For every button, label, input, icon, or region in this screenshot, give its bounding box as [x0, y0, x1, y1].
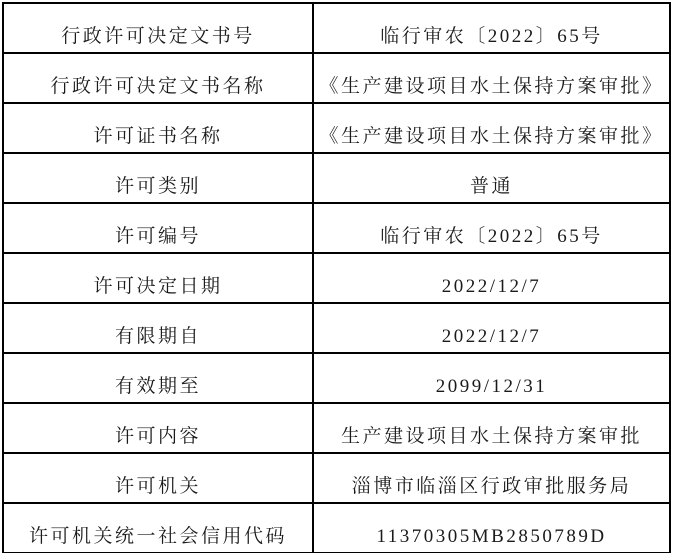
row-label-cell: 许可机关统一社会信用代码: [3, 503, 313, 553]
row-label-cell: 行政许可决定文书名称: [3, 53, 313, 103]
table-row: [3, 453, 670, 503]
row-value-cell: 2022/12/7: [313, 303, 670, 353]
row-value-cell: 2099/12/31: [313, 353, 670, 403]
table-row: [3, 403, 670, 453]
table-row: [3, 3, 670, 53]
row-label-cell: 许可证书名称: [3, 103, 313, 153]
license-table: [2, 2, 671, 553]
row-value-cell: 淄博市临淄区行政审批服务局: [313, 453, 670, 503]
row-value-cell: 普通: [313, 153, 670, 203]
table-row: [3, 103, 670, 153]
table-row: [3, 503, 670, 553]
row-label-cell: 许可编号: [3, 203, 313, 253]
row-label-cell: 许可决定日期: [3, 253, 313, 303]
row-label-cell: 有效期至: [3, 353, 313, 403]
table-row: [3, 303, 670, 353]
row-value-cell: 《生产建设项目水土保持方案审批》: [313, 53, 670, 103]
row-label-cell: 许可类别: [3, 153, 313, 203]
row-value-cell: 《生产建设项目水土保持方案审批》: [313, 103, 670, 153]
row-value-cell: 11370305MB2850789D: [313, 503, 670, 553]
row-label-cell: 许可机关: [3, 453, 313, 503]
row-value-cell: 2022/12/7: [313, 253, 670, 303]
row-label-cell: 行政许可决定文书号: [3, 3, 313, 53]
table-row: [3, 353, 670, 403]
row-value-cell: 临行审农〔2022〕65号: [313, 203, 670, 253]
table-row: [3, 53, 670, 103]
table-row: [3, 153, 670, 203]
table-row: [3, 203, 670, 253]
row-label-cell: 有限期自: [3, 303, 313, 353]
table-row: [3, 253, 670, 303]
row-value-cell: 临行审农〔2022〕65号: [313, 3, 670, 53]
row-label-cell: 许可内容: [3, 403, 313, 453]
row-value-cell: 生产建设项目水土保持方案审批: [313, 403, 670, 453]
